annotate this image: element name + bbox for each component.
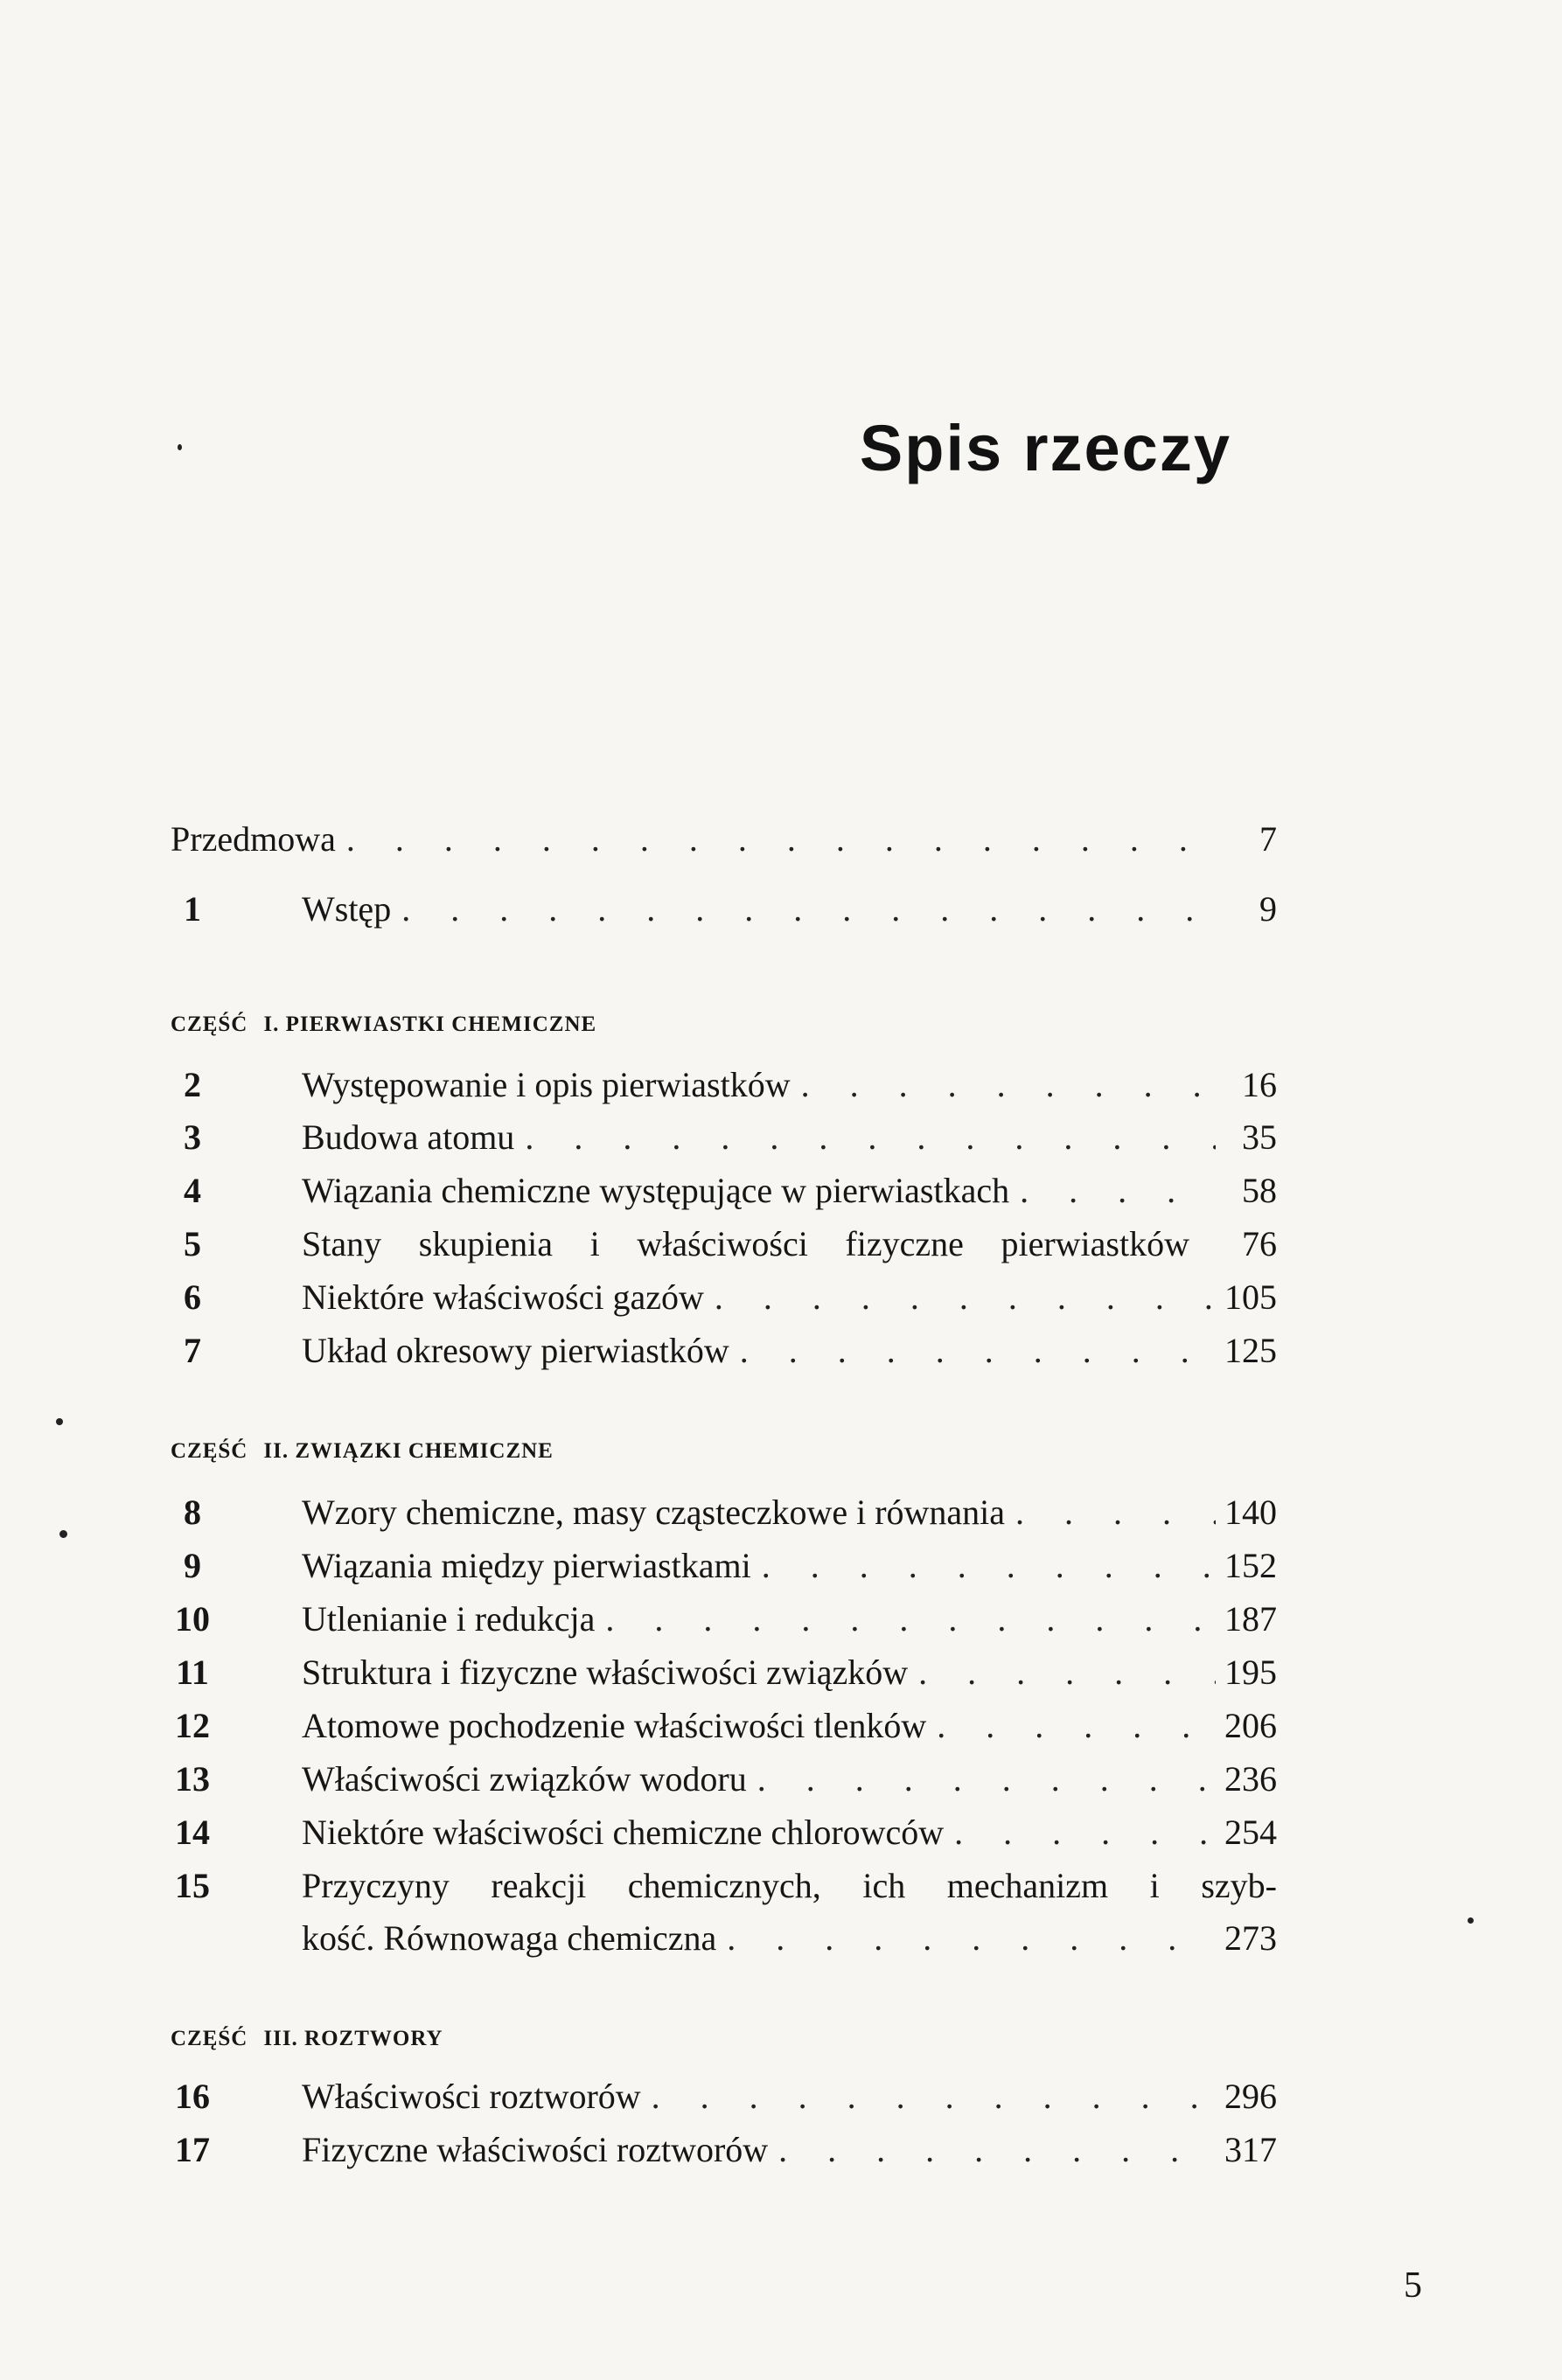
toc-entry-label: Wzory chemiczne, masy cząsteczkowe i równania [302,1493,1006,1532]
toc-entry-chapter-7[interactable] [171,1325,1277,1377]
toc-entry-label: Wiązania między pierwiastkami [302,1546,751,1585]
dot-leader [525,1111,1216,1164]
part-word: CZĘŚĆ [171,2027,248,2050]
page-title: Spis rzeczy [859,412,1231,484]
toc-entry-label: Fizyczne właściwości roztworów [302,2130,769,2169]
toc-entry-chapter-5[interactable] [171,1218,1277,1270]
dot-leader [918,1646,1216,1699]
dot-leader [727,1912,1216,1965]
chapter-number: 3 [184,1117,201,1157]
dot-leader [1015,1486,1216,1539]
chapter-number: 14 [175,1813,210,1852]
page-number: 5 [1404,2265,1422,2306]
toc-entry-chapter-1[interactable] [171,883,1277,936]
dot-leader [778,2124,1216,2176]
chapter-number: 15 [175,1866,210,1905]
toc-entry-chapter-17[interactable] [171,2124,1277,2176]
toc-entry-label: Wiązania chemiczne występujące w pierwiastkach [302,1171,1010,1210]
toc-entry-page: 152 [1224,1546,1277,1585]
dot-leader [801,1059,1216,1111]
toc-entry-chapter-3[interactable] [171,1111,1277,1164]
toc-entry-chapter-12[interactable] [171,1700,1277,1752]
chapter-number: 17 [175,2130,210,2169]
toc-entry-chapter-13[interactable] [171,1753,1277,1806]
scan-speck [59,1530,67,1538]
dot-leader [346,813,1216,866]
dot-leader [715,1271,1216,1324]
dot-leader [762,1540,1216,1592]
toc-entry-label: Występowanie i opis pierwiastków [302,1065,791,1104]
toc-entry-page: 105 [1224,1277,1277,1317]
toc-entry-page: 140 [1224,1493,1277,1532]
toc-entry-label: Atomowe pochodzenie właściwości tlenków [302,1706,927,1745]
toc-entry-page: 296 [1224,2077,1277,2116]
toc-entry-label: Właściwości związków wodoru [302,1759,747,1799]
toc-entry-label: Stany skupienia i właściwości fizyczne pierwiastków [302,1224,1189,1263]
toc-entry-chapter-8[interactable] [171,1486,1277,1539]
chapter-number: 6 [184,1277,201,1317]
dot-leader [954,1806,1216,1859]
toc-entry-chapter-10[interactable] [171,1593,1277,1646]
dot-leader [605,1593,1216,1646]
part-title: II. ZWIĄZKI CHEMICZNE [263,1439,554,1463]
toc-entry-page: 58 [1242,1171,1277,1210]
chapter-number: 8 [184,1493,201,1532]
dot-leader [740,1325,1216,1377]
chapter-number: 11 [176,1653,209,1692]
toc-entry-label: Niektóre właściwości chemiczne chlorowców [302,1813,945,1852]
scan-speck [1468,1917,1474,1924]
toc-entry-page: 273 [1224,1918,1277,1958]
toc-entry-label: Układ okresowy pierwiastków [302,1331,729,1370]
chapter-number: 2 [184,1065,201,1104]
toc-entry-page: 317 [1224,2130,1277,2169]
toc-entry-page: 236 [1224,1759,1277,1799]
scan-speck [178,444,182,450]
toc-entry-chapter-6[interactable] [171,1271,1277,1324]
toc-entry-chapter-9[interactable] [171,1540,1277,1592]
dot-leader [1020,1165,1216,1217]
chapter-number: 9 [184,1546,201,1585]
toc-entry-chapter-11[interactable] [171,1646,1277,1699]
toc-entry-preface[interactable] [171,813,1277,866]
part-word: CZĘŚĆ [171,1439,248,1463]
toc-entry-label: Niektóre właściwości gazów [302,1277,704,1317]
part-title: III. ROZTWORY [263,2027,443,2050]
toc-entry-page: 125 [1224,1331,1277,1370]
chapter-number: 13 [175,1759,210,1799]
chapter-number: 1 [184,889,201,929]
toc-entry-label: Budowa atomu [302,1117,515,1157]
toc-entry-page: 187 [1224,1599,1277,1639]
toc-entry-label: Właściwości roztworów [302,2077,641,2116]
part-heading-1 [171,1007,596,1042]
toc-entry-page: 195 [1224,1653,1277,1692]
toc-entry-label-line-2: kość. Równowaga chemiczna [302,1918,717,1958]
toc-entry-label: Struktura i fizyczne właściwości związków [302,1653,909,1692]
toc-entry-label: Przedmowa [171,819,336,859]
toc-entry-chapter-4[interactable] [171,1165,1277,1217]
toc-entry-page: 7 [1259,819,1277,859]
chapter-number: 10 [175,1599,210,1639]
toc-entry-label: Wstęp [302,889,392,929]
toc-entry-page: 76 [1242,1224,1277,1263]
toc-entry-chapter-16[interactable] [171,2070,1277,2123]
chapter-number: 5 [184,1224,201,1263]
part-word: CZĘŚĆ [171,1013,248,1036]
part-heading-2 [171,1434,554,1469]
toc-entry-page: 9 [1259,889,1277,929]
chapter-number: 4 [184,1171,201,1210]
scan-speck [56,1418,63,1425]
dot-leader [937,1700,1216,1752]
dot-leader [757,1753,1216,1806]
part-heading-3 [171,2022,443,2056]
toc-entry-page: 254 [1224,1813,1277,1852]
toc-entry-page: 16 [1242,1065,1277,1104]
toc-entry-page: 206 [1224,1706,1277,1745]
toc-entry-chapter-2[interactable] [171,1059,1277,1111]
toc-entry-label-line-1: Przyczyny reakcji chemicznych, ich mechanizm i szyb- [302,1866,1277,1905]
toc-entry-page: 35 [1242,1117,1277,1157]
toc-entry-chapter-14[interactable] [171,1806,1277,1859]
dot-leader [652,2070,1216,2123]
part-title: I. PIERWIASTKI CHEMICZNE [263,1013,597,1036]
toc-entry-chapter-15[interactable] [171,1860,1277,1966]
toc-entry-label: Utlenianie i redukcja [302,1599,596,1639]
chapter-number: 12 [175,1706,210,1745]
chapter-number: 16 [175,2077,210,2116]
chapter-number: 7 [184,1331,201,1370]
dot-leader [401,883,1216,936]
